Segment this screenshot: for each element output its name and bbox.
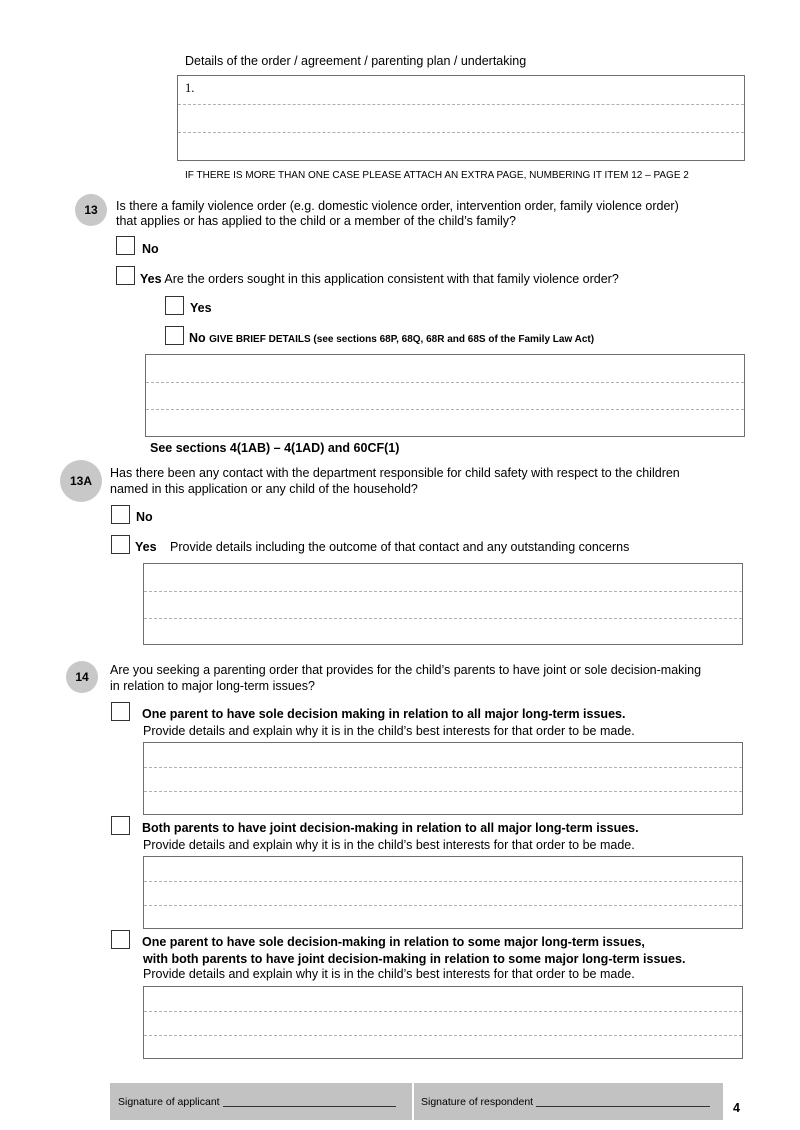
answer-line xyxy=(146,382,744,383)
answer-line xyxy=(144,618,742,619)
respondent-signature-line xyxy=(536,1096,710,1107)
item-14-option1-checkbox[interactable] xyxy=(111,702,130,721)
item-13-sub-no-row xyxy=(189,330,594,348)
item-13A-yes-checkbox[interactable] xyxy=(111,535,130,554)
item-13-sub-yes-label: Yes xyxy=(190,301,212,315)
item-13-yes-row xyxy=(140,271,619,287)
respondent-signature[interactable] xyxy=(421,1083,721,1120)
item-13-sub-yes-checkbox[interactable] xyxy=(165,296,184,315)
item-14-option2-title: Both parents to have joint decision-making in relation to all major long-term issues. xyxy=(142,821,639,835)
item-14-question-line1: Are you seeking a parenting order that provides for the child’s parents to have joint or sole decision-making xyxy=(110,663,702,677)
item-14-question-line2: in relation to major long-term issues? xyxy=(110,679,315,693)
applicant-signature[interactable] xyxy=(118,1083,414,1120)
answer-line xyxy=(144,1035,742,1036)
order-details-box[interactable] xyxy=(177,75,745,161)
item-14-option1-instruction: Provide details and explain why it is in the child’s best interests for that order to be made. xyxy=(143,724,635,738)
answer-line xyxy=(144,1011,742,1012)
order-details-label: Details of the order / agreement / parenting plan / undertaking xyxy=(185,54,527,68)
item-14-option3-title-line1: One parent to have sole decision-making in relation to some major long-term issues, xyxy=(142,935,645,949)
page-number: 4 xyxy=(733,1101,740,1115)
item-14-option1-title: One parent to have sole decision making in relation to all major long-term issues. xyxy=(142,707,626,721)
item-13A-no-label: No xyxy=(136,510,153,524)
applicant-signature-line xyxy=(223,1096,396,1107)
item-13A-question-line2: named in this application or any child of the household? xyxy=(110,482,418,496)
item-14-option2-checkbox[interactable] xyxy=(111,816,130,835)
item-13A-details-box[interactable] xyxy=(143,563,743,645)
item-13-sub-no-details: GIVE BRIEF DETAILS (see sections 68P, 68Q, 68R and 68S of the Family Law Act) xyxy=(209,334,595,345)
item-13-no-label: No xyxy=(142,242,159,256)
answer-line xyxy=(144,905,742,906)
item-14-option2-instruction: Provide details and explain why it is in the child’s best interests for that order to be made. xyxy=(143,838,635,852)
signature-bar xyxy=(110,1083,723,1120)
item-14-option3-checkbox[interactable] xyxy=(111,930,130,949)
item-13-question-line1: Is there a family violence order (e.g. domestic violence order, intervention order, family violence order) xyxy=(116,199,679,213)
item-13-yes-followup: Are the orders sought in this application consistent with that family violence order? xyxy=(164,272,619,286)
attach-extra-page-note: IF THERE IS MORE THAN ONE CASE PLEASE ATTACH AN EXTRA PAGE, NUMBERING IT ITEM 12 – PAGE 2 xyxy=(185,170,689,181)
respondent-signature-label: Signature of respondent xyxy=(421,1095,534,1108)
item-13-sub-no-checkbox[interactable] xyxy=(165,326,184,345)
item-13-details-box[interactable] xyxy=(145,354,745,437)
item-14-option3-details-box[interactable] xyxy=(143,986,743,1059)
item-13A-yes-details: Provide details including the outcome of that contact and any outstanding concerns xyxy=(170,540,630,554)
item-14-option1-details-box[interactable] xyxy=(143,742,743,815)
item-13A-yes-label: Yes xyxy=(135,540,157,554)
item-13-no-checkbox[interactable] xyxy=(116,236,135,255)
answer-line xyxy=(144,591,742,592)
answer-line xyxy=(146,409,744,410)
item-13A-badge: 13A xyxy=(60,460,102,502)
answer-line xyxy=(144,881,742,882)
item-14-option3-title-line2: with both parents to have joint decision-making in relation to some major long-term issues. xyxy=(143,952,686,966)
item-13A-no-checkbox[interactable] xyxy=(111,505,130,524)
item-14-option2-details-box[interactable] xyxy=(143,856,743,929)
item-13A-yes-row xyxy=(135,539,629,555)
applicant-signature-label: Signature of applicant xyxy=(118,1095,220,1108)
item-13-question-line2: that applies or has applied to the child or a member of the child’s family? xyxy=(116,214,516,228)
answer-line xyxy=(144,791,742,792)
item-14-badge: 14 xyxy=(66,661,98,693)
item-13-sub-no-label: No xyxy=(189,331,206,345)
item-13-see-sections: See sections 4(1AB) – 4(1AD) and 60CF(1) xyxy=(150,441,400,455)
item-13-badge: 13 xyxy=(75,194,107,226)
item-13A-question-line1: Has there been any contact with the department responsible for child safety with respect to the children xyxy=(110,466,680,480)
answer-line xyxy=(178,104,744,105)
item-13-yes-checkbox[interactable] xyxy=(116,266,135,285)
item-14-option3-instruction: Provide details and explain why it is in the child’s best interests for that order to be made. xyxy=(143,967,635,981)
signature-divider xyxy=(412,1083,414,1120)
answer-line xyxy=(144,767,742,768)
item-13-yes-label: Yes xyxy=(140,272,162,286)
answer-line xyxy=(178,132,744,133)
order-details-first-line: 1. xyxy=(185,81,195,95)
